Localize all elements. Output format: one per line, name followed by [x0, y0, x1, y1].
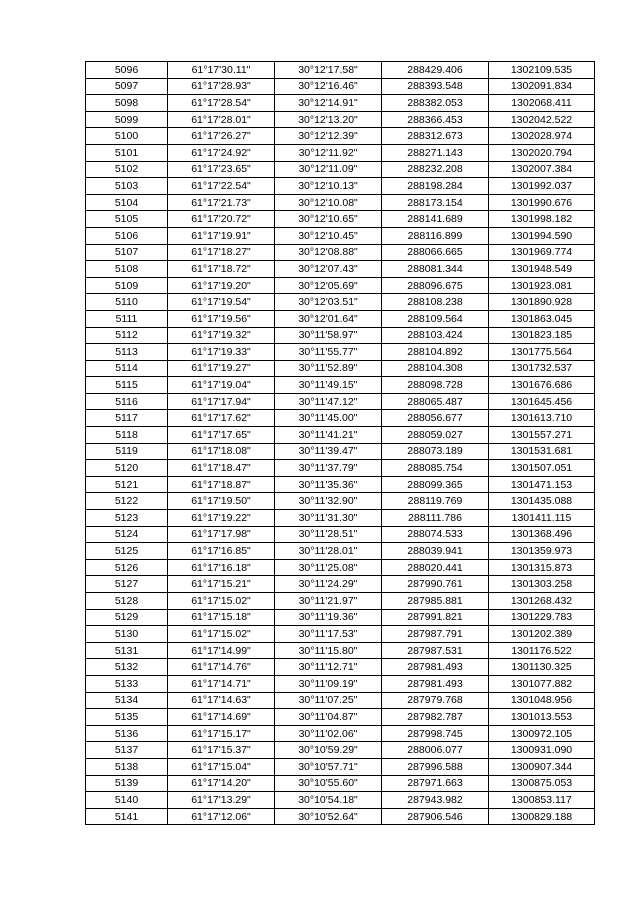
y-coordinate-cell: 1300875.053 [489, 775, 595, 792]
latitude-cell: 61°17'15.04" [168, 758, 275, 775]
latitude-cell: 61°17'16.18" [168, 559, 275, 576]
table-row [86, 211, 595, 228]
point-number-cell: 5111 [86, 310, 168, 327]
y-coordinate-cell: 1300829.188 [489, 808, 595, 825]
latitude-cell: 61°17'15.02" [168, 626, 275, 643]
longitude-cell: 30°11'31.30" [275, 510, 382, 527]
point-number-cell: 5109 [86, 277, 168, 294]
table-row [86, 327, 595, 344]
x-coordinate-cell: 288393.548 [382, 78, 489, 95]
x-coordinate-cell: 287981.493 [382, 659, 489, 676]
table-row [86, 360, 595, 377]
point-number-cell: 5126 [86, 559, 168, 576]
coordinates-table [85, 61, 595, 825]
point-number-cell: 5140 [86, 792, 168, 809]
latitude-cell: 61°17'14.63" [168, 692, 275, 709]
latitude-cell: 61°17'19.91" [168, 227, 275, 244]
latitude-cell: 61°17'15.37" [168, 742, 275, 759]
latitude-cell: 61°17'26.27" [168, 128, 275, 145]
table-row [86, 476, 595, 493]
y-coordinate-cell: 1301077.882 [489, 675, 595, 692]
x-coordinate-cell: 288103.424 [382, 327, 489, 344]
y-coordinate-cell: 1301863.045 [489, 310, 595, 327]
table-row [86, 543, 595, 560]
longitude-cell: 30°11'49.15" [275, 377, 382, 394]
y-coordinate-cell: 1301613.710 [489, 410, 595, 427]
y-coordinate-cell: 1301048.956 [489, 692, 595, 709]
point-number-cell: 5107 [86, 244, 168, 261]
y-coordinate-cell: 1301969.774 [489, 244, 595, 261]
latitude-cell: 61°17'30.11" [168, 62, 275, 79]
x-coordinate-cell: 288039.941 [382, 543, 489, 560]
y-coordinate-cell: 1302007.384 [489, 161, 595, 178]
table-row [86, 593, 595, 610]
x-coordinate-cell: 288081.344 [382, 261, 489, 278]
y-coordinate-cell: 1302020.794 [489, 144, 595, 161]
y-coordinate-cell: 1301202.389 [489, 626, 595, 643]
x-coordinate-cell: 287906.546 [382, 808, 489, 825]
longitude-cell: 30°10'59.29" [275, 742, 382, 759]
table-row [86, 808, 595, 825]
point-number-cell: 5121 [86, 476, 168, 493]
y-coordinate-cell: 1301645.456 [489, 393, 595, 410]
longitude-cell: 30°12'10.08" [275, 194, 382, 211]
longitude-cell: 30°12'12.39" [275, 128, 382, 145]
x-coordinate-cell: 288116.899 [382, 227, 489, 244]
x-coordinate-cell: 288006.077 [382, 742, 489, 759]
longitude-cell: 30°10'55.60" [275, 775, 382, 792]
x-coordinate-cell: 287985.881 [382, 593, 489, 610]
table-row [86, 261, 595, 278]
table-row [86, 493, 595, 510]
longitude-cell: 30°12'07.43" [275, 261, 382, 278]
x-coordinate-cell: 288066.665 [382, 244, 489, 261]
point-number-cell: 5117 [86, 410, 168, 427]
latitude-cell: 61°17'14.20" [168, 775, 275, 792]
point-number-cell: 5133 [86, 675, 168, 692]
longitude-cell: 30°12'08.88" [275, 244, 382, 261]
latitude-cell: 61°17'28.01" [168, 111, 275, 128]
point-number-cell: 5141 [86, 808, 168, 825]
y-coordinate-cell: 1302028.974 [489, 128, 595, 145]
table-row [86, 659, 595, 676]
y-coordinate-cell: 1301013.553 [489, 709, 595, 726]
longitude-cell: 30°12'14.91" [275, 95, 382, 112]
table-row [86, 559, 595, 576]
longitude-cell: 30°10'57.71" [275, 758, 382, 775]
point-number-cell: 5128 [86, 593, 168, 610]
table-row [86, 128, 595, 145]
point-number-cell: 5097 [86, 78, 168, 95]
x-coordinate-cell: 288366.453 [382, 111, 489, 128]
latitude-cell: 61°17'19.27" [168, 360, 275, 377]
y-coordinate-cell: 1301998.182 [489, 211, 595, 228]
point-number-cell: 5108 [86, 261, 168, 278]
longitude-cell: 30°11'52.89" [275, 360, 382, 377]
x-coordinate-cell: 287981.493 [382, 675, 489, 692]
longitude-cell: 30°12'10.45" [275, 227, 382, 244]
longitude-cell: 30°11'17.53" [275, 626, 382, 643]
y-coordinate-cell: 1301890.928 [489, 294, 595, 311]
point-number-cell: 5134 [86, 692, 168, 709]
latitude-cell: 61°17'16.85" [168, 543, 275, 560]
point-number-cell: 5136 [86, 725, 168, 742]
table-row [86, 792, 595, 809]
longitude-cell: 30°11'25.08" [275, 559, 382, 576]
table-row [86, 626, 595, 643]
latitude-cell: 61°17'18.27" [168, 244, 275, 261]
y-coordinate-cell: 1301368.496 [489, 526, 595, 543]
latitude-cell: 61°17'14.69" [168, 709, 275, 726]
longitude-cell: 30°11'35.36" [275, 476, 382, 493]
y-coordinate-cell: 1301531.681 [489, 443, 595, 460]
latitude-cell: 61°17'22.54" [168, 178, 275, 195]
x-coordinate-cell: 287979.768 [382, 692, 489, 709]
latitude-cell: 61°17'24.92" [168, 144, 275, 161]
longitude-cell: 30°11'07.25" [275, 692, 382, 709]
table-row [86, 62, 595, 79]
point-number-cell: 5122 [86, 493, 168, 510]
latitude-cell: 61°17'28.54" [168, 95, 275, 112]
x-coordinate-cell: 288141.689 [382, 211, 489, 228]
y-coordinate-cell: 1301315.873 [489, 559, 595, 576]
table-row [86, 427, 595, 444]
longitude-cell: 30°11'09.19" [275, 675, 382, 692]
table-row [86, 758, 595, 775]
y-coordinate-cell: 1301923.081 [489, 277, 595, 294]
y-coordinate-cell: 1301994.590 [489, 227, 595, 244]
longitude-cell: 30°12'01.64" [275, 310, 382, 327]
table-row [86, 460, 595, 477]
point-number-cell: 5110 [86, 294, 168, 311]
latitude-cell: 61°17'17.94" [168, 393, 275, 410]
x-coordinate-cell: 287991.821 [382, 609, 489, 626]
longitude-cell: 30°12'10.65" [275, 211, 382, 228]
longitude-cell: 30°12'05.69" [275, 277, 382, 294]
y-coordinate-cell: 1302109.535 [489, 62, 595, 79]
point-number-cell: 5098 [86, 95, 168, 112]
latitude-cell: 61°17'19.32" [168, 327, 275, 344]
latitude-cell: 61°17'19.56" [168, 310, 275, 327]
longitude-cell: 30°10'54.18" [275, 792, 382, 809]
point-number-cell: 5130 [86, 626, 168, 643]
latitude-cell: 61°17'28.93" [168, 78, 275, 95]
longitude-cell: 30°12'11.09" [275, 161, 382, 178]
longitude-cell: 30°11'45.00" [275, 410, 382, 427]
y-coordinate-cell: 1301435.088 [489, 493, 595, 510]
point-number-cell: 5125 [86, 543, 168, 560]
table-row [86, 111, 595, 128]
y-coordinate-cell: 1301229.783 [489, 609, 595, 626]
longitude-cell: 30°11'28.51" [275, 526, 382, 543]
y-coordinate-cell: 1300907.344 [489, 758, 595, 775]
y-coordinate-cell: 1301948.549 [489, 261, 595, 278]
table-row [86, 742, 595, 759]
y-coordinate-cell: 1301268.432 [489, 593, 595, 610]
longitude-cell: 30°11'12.71" [275, 659, 382, 676]
point-number-cell: 5115 [86, 377, 168, 394]
y-coordinate-cell: 1302068.411 [489, 95, 595, 112]
latitude-cell: 61°17'18.47" [168, 460, 275, 477]
x-coordinate-cell: 287996.588 [382, 758, 489, 775]
x-coordinate-cell: 288085.754 [382, 460, 489, 477]
point-number-cell: 5120 [86, 460, 168, 477]
longitude-cell: 30°11'39.47" [275, 443, 382, 460]
longitude-cell: 30°11'58.97" [275, 327, 382, 344]
table-row [86, 709, 595, 726]
y-coordinate-cell: 1301990.676 [489, 194, 595, 211]
table-row [86, 244, 595, 261]
point-number-cell: 5132 [86, 659, 168, 676]
latitude-cell: 61°17'19.33" [168, 344, 275, 361]
table-row [86, 692, 595, 709]
longitude-cell: 30°12'13.20" [275, 111, 382, 128]
x-coordinate-cell: 288119.769 [382, 493, 489, 510]
point-number-cell: 5105 [86, 211, 168, 228]
y-coordinate-cell: 1300853.117 [489, 792, 595, 809]
x-coordinate-cell: 288099.365 [382, 476, 489, 493]
longitude-cell: 30°11'21.97" [275, 593, 382, 610]
x-coordinate-cell: 288073.189 [382, 443, 489, 460]
y-coordinate-cell: 1301557.271 [489, 427, 595, 444]
longitude-cell: 30°11'32.90" [275, 493, 382, 510]
x-coordinate-cell: 288056.677 [382, 410, 489, 427]
point-number-cell: 5119 [86, 443, 168, 460]
longitude-cell: 30°11'02.06" [275, 725, 382, 742]
x-coordinate-cell: 288109.564 [382, 310, 489, 327]
longitude-cell: 30°11'47.12" [275, 393, 382, 410]
table-row [86, 576, 595, 593]
x-coordinate-cell: 287982.787 [382, 709, 489, 726]
latitude-cell: 61°17'19.20" [168, 277, 275, 294]
x-coordinate-cell: 288104.308 [382, 360, 489, 377]
x-coordinate-cell: 288104.892 [382, 344, 489, 361]
longitude-cell: 30°12'10.13" [275, 178, 382, 195]
table-row [86, 642, 595, 659]
point-number-cell: 5099 [86, 111, 168, 128]
point-number-cell: 5114 [86, 360, 168, 377]
table-row [86, 393, 595, 410]
table-row [86, 377, 595, 394]
y-coordinate-cell: 1302042.522 [489, 111, 595, 128]
table-row [86, 178, 595, 195]
point-number-cell: 5129 [86, 609, 168, 626]
point-number-cell: 5118 [86, 427, 168, 444]
y-coordinate-cell: 1301130.325 [489, 659, 595, 676]
latitude-cell: 61°17'19.50" [168, 493, 275, 510]
point-number-cell: 5100 [86, 128, 168, 145]
latitude-cell: 61°17'15.17" [168, 725, 275, 742]
latitude-cell: 61°17'20.72" [168, 211, 275, 228]
point-number-cell: 5113 [86, 344, 168, 361]
x-coordinate-cell: 288173.154 [382, 194, 489, 211]
longitude-cell: 30°11'55.77" [275, 344, 382, 361]
table-row [86, 161, 595, 178]
x-coordinate-cell: 287990.761 [382, 576, 489, 593]
latitude-cell: 61°17'23.65" [168, 161, 275, 178]
table-row [86, 609, 595, 626]
table-row [86, 144, 595, 161]
latitude-cell: 61°17'15.21" [168, 576, 275, 593]
longitude-cell: 30°12'03.51" [275, 294, 382, 311]
latitude-cell: 61°17'17.65" [168, 427, 275, 444]
x-coordinate-cell: 287998.745 [382, 725, 489, 742]
point-number-cell: 5124 [86, 526, 168, 543]
y-coordinate-cell: 1301471.153 [489, 476, 595, 493]
x-coordinate-cell: 288271.143 [382, 144, 489, 161]
latitude-cell: 61°17'21.73" [168, 194, 275, 211]
point-number-cell: 5131 [86, 642, 168, 659]
latitude-cell: 61°17'12.06" [168, 808, 275, 825]
latitude-cell: 61°17'18.87" [168, 476, 275, 493]
x-coordinate-cell: 288111.786 [382, 510, 489, 527]
latitude-cell: 61°17'19.22" [168, 510, 275, 527]
longitude-cell: 30°11'24.29" [275, 576, 382, 593]
table-row [86, 725, 595, 742]
y-coordinate-cell: 1301823.185 [489, 327, 595, 344]
table-row [86, 294, 595, 311]
latitude-cell: 61°17'19.54" [168, 294, 275, 311]
point-number-cell: 5096 [86, 62, 168, 79]
point-number-cell: 5106 [86, 227, 168, 244]
point-number-cell: 5123 [86, 510, 168, 527]
x-coordinate-cell: 288108.238 [382, 294, 489, 311]
latitude-cell: 61°17'17.98" [168, 526, 275, 543]
y-coordinate-cell: 1301676.686 [489, 377, 595, 394]
longitude-cell: 30°11'15.80" [275, 642, 382, 659]
longitude-cell: 30°11'19.36" [275, 609, 382, 626]
latitude-cell: 61°17'17.62" [168, 410, 275, 427]
y-coordinate-cell: 1301992.037 [489, 178, 595, 195]
longitude-cell: 30°11'37.79" [275, 460, 382, 477]
latitude-cell: 61°17'14.99" [168, 642, 275, 659]
x-coordinate-cell: 288059.027 [382, 427, 489, 444]
x-coordinate-cell: 288074.533 [382, 526, 489, 543]
table-row [86, 775, 595, 792]
y-coordinate-cell: 1301359.973 [489, 543, 595, 560]
x-coordinate-cell: 288020.441 [382, 559, 489, 576]
latitude-cell: 61°17'14.76" [168, 659, 275, 676]
x-coordinate-cell: 288065.487 [382, 393, 489, 410]
x-coordinate-cell: 288198.284 [382, 178, 489, 195]
point-number-cell: 5116 [86, 393, 168, 410]
point-number-cell: 5112 [86, 327, 168, 344]
table-row [86, 95, 595, 112]
longitude-cell: 30°10'52.64" [275, 808, 382, 825]
y-coordinate-cell: 1301732.537 [489, 360, 595, 377]
x-coordinate-cell: 288382.053 [382, 95, 489, 112]
latitude-cell: 61°17'13.29" [168, 792, 275, 809]
table-row [86, 277, 595, 294]
longitude-cell: 30°12'17.58" [275, 62, 382, 79]
x-coordinate-cell: 287943.982 [382, 792, 489, 809]
x-coordinate-cell: 287971.663 [382, 775, 489, 792]
table-row [86, 510, 595, 527]
table-row [86, 410, 595, 427]
point-number-cell: 5127 [86, 576, 168, 593]
coordinates-table-body [86, 62, 595, 825]
x-coordinate-cell: 288312.673 [382, 128, 489, 145]
y-coordinate-cell: 1301303.258 [489, 576, 595, 593]
latitude-cell: 61°17'15.18" [168, 609, 275, 626]
point-number-cell: 5101 [86, 144, 168, 161]
y-coordinate-cell: 1301507.051 [489, 460, 595, 477]
point-number-cell: 5137 [86, 742, 168, 759]
table-row [86, 194, 595, 211]
y-coordinate-cell: 1300972.105 [489, 725, 595, 742]
longitude-cell: 30°11'04.87" [275, 709, 382, 726]
table-row [86, 78, 595, 95]
point-number-cell: 5102 [86, 161, 168, 178]
y-coordinate-cell: 1302091.834 [489, 78, 595, 95]
table-row [86, 675, 595, 692]
latitude-cell: 61°17'19.04" [168, 377, 275, 394]
point-number-cell: 5139 [86, 775, 168, 792]
table-row [86, 227, 595, 244]
point-number-cell: 5103 [86, 178, 168, 195]
table-row [86, 344, 595, 361]
latitude-cell: 61°17'18.72" [168, 261, 275, 278]
x-coordinate-cell: 288096.675 [382, 277, 489, 294]
y-coordinate-cell: 1301176.522 [489, 642, 595, 659]
x-coordinate-cell: 288232.208 [382, 161, 489, 178]
table-row [86, 526, 595, 543]
point-number-cell: 5135 [86, 709, 168, 726]
point-number-cell: 5104 [86, 194, 168, 211]
longitude-cell: 30°11'28.01" [275, 543, 382, 560]
x-coordinate-cell: 287987.791 [382, 626, 489, 643]
latitude-cell: 61°17'14.71" [168, 675, 275, 692]
x-coordinate-cell: 288098.728 [382, 377, 489, 394]
longitude-cell: 30°11'41.21" [275, 427, 382, 444]
table-row [86, 310, 595, 327]
y-coordinate-cell: 1301775.564 [489, 344, 595, 361]
latitude-cell: 61°17'18.08" [168, 443, 275, 460]
point-number-cell: 5138 [86, 758, 168, 775]
x-coordinate-cell: 287987.531 [382, 642, 489, 659]
y-coordinate-cell: 1301411.115 [489, 510, 595, 527]
latitude-cell: 61°17'15.02" [168, 593, 275, 610]
longitude-cell: 30°12'16.46" [275, 78, 382, 95]
y-coordinate-cell: 1300931.090 [489, 742, 595, 759]
longitude-cell: 30°12'11.92" [275, 144, 382, 161]
x-coordinate-cell: 288429.406 [382, 62, 489, 79]
table-row [86, 443, 595, 460]
